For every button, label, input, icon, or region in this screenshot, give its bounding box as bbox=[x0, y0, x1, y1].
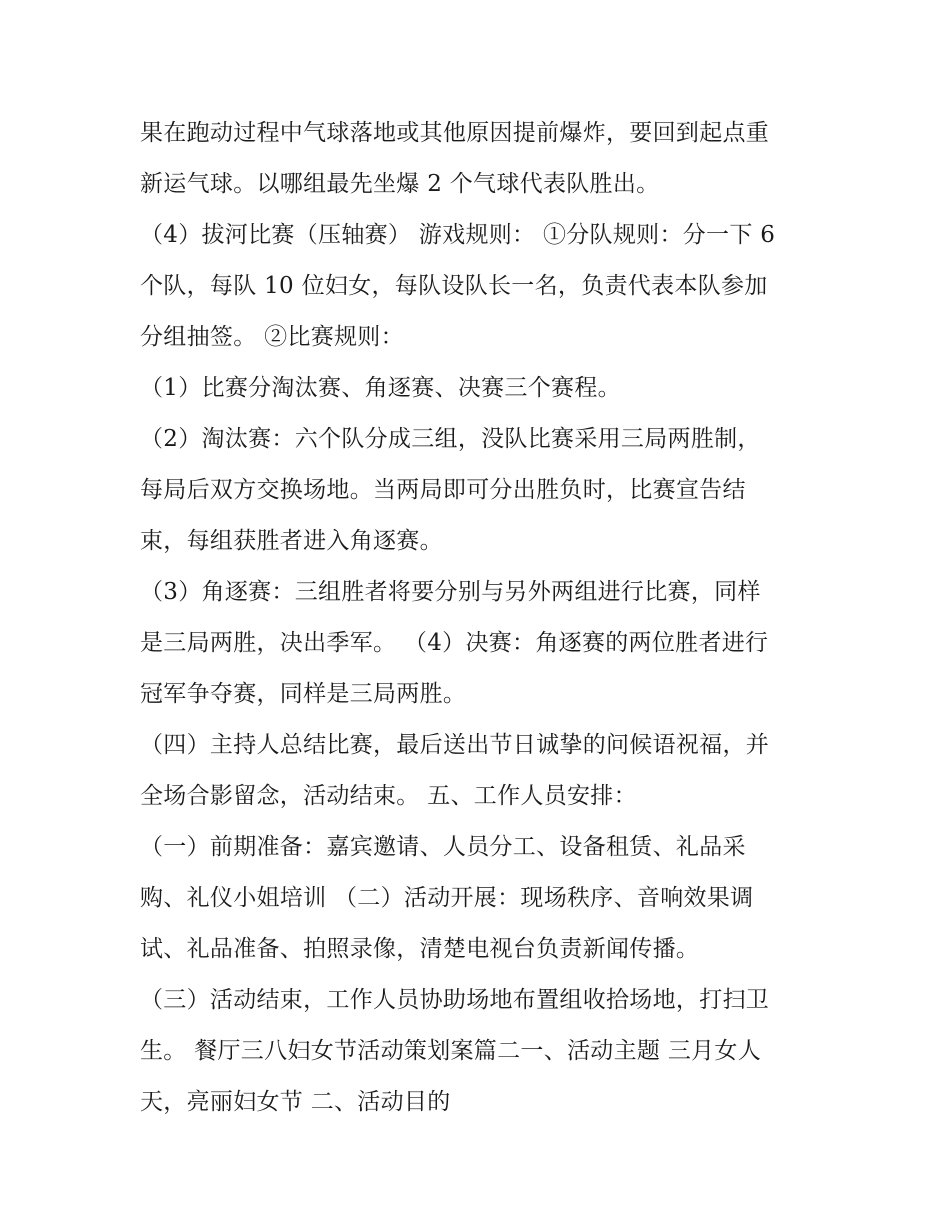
document-body bbox=[140, 108, 830, 1128]
text-line-6: （1）比赛分淘汰赛、角逐赛、决赛三个赛程。 bbox=[140, 375, 621, 401]
text-line-19: 生。 餐厅三八妇女节活动策划案篇二一、活动主题 三月女人 bbox=[140, 1038, 762, 1064]
text-line-4: 个队，每队 10 位妇女，每队设队长一名，负责代表本队参加 bbox=[140, 273, 768, 299]
text-line-3: （4）拔河比赛（压轴赛） 游戏规则： ①分队规则：分一下 6 bbox=[140, 222, 776, 248]
text-line-12: 冠军争夺赛，同样是三局两胜。 bbox=[140, 681, 467, 707]
text-line-2: 新运气球。以哪组最先坐爆 2 个气球代表队胜出。 bbox=[140, 171, 660, 197]
text-line-9: 束，每组获胜者进入角逐赛。 bbox=[140, 528, 443, 554]
text-line-8: 每局后双方交换场地。当两局即可分出胜负时，比赛宣告结 bbox=[140, 477, 746, 503]
text-line-5: 分组抽签。 ②比赛规则： bbox=[140, 324, 404, 350]
text-line-7: （2）淘汰赛：六个队分成三组，没队比赛采用三局两胜制， bbox=[140, 426, 761, 452]
text-line-1: 果在跑动过程中气球落地或其他原因提前爆炸，要回到起点重 bbox=[140, 120, 770, 146]
text-line-14: 全场合影留念，活动结束。 五、工作人员安排： bbox=[140, 783, 637, 809]
text-line-11: 是三局两胜，决出季军。 （4）决赛：角逐赛的两位胜者进行 bbox=[140, 630, 769, 656]
text-line-17: 试、礼品准备、拍照录像，清楚电视台负责新闻传播。 bbox=[140, 936, 700, 962]
text-line-15: （一）前期准备：嘉宾邀请、人员分工、设备租赁、礼品采 bbox=[140, 834, 746, 860]
text-line-10: （3）角逐赛：三组胜者将要分别与另外两组进行比赛，同样 bbox=[140, 579, 761, 605]
text-line-16: 购、礼仪小姐培训 （二）活动开展：现场秩序、音响效果调 bbox=[140, 885, 754, 911]
text-line-13: （四）主持人总结比赛，最后送出节日诚挚的问候语祝福，并 bbox=[140, 732, 770, 758]
text-line-18: （三）活动结束，工作人员协助场地布置组收拾场地，打扫卫 bbox=[140, 987, 770, 1013]
text-line-20: 天，亮丽妇女节 二、活动目的 bbox=[140, 1089, 451, 1115]
